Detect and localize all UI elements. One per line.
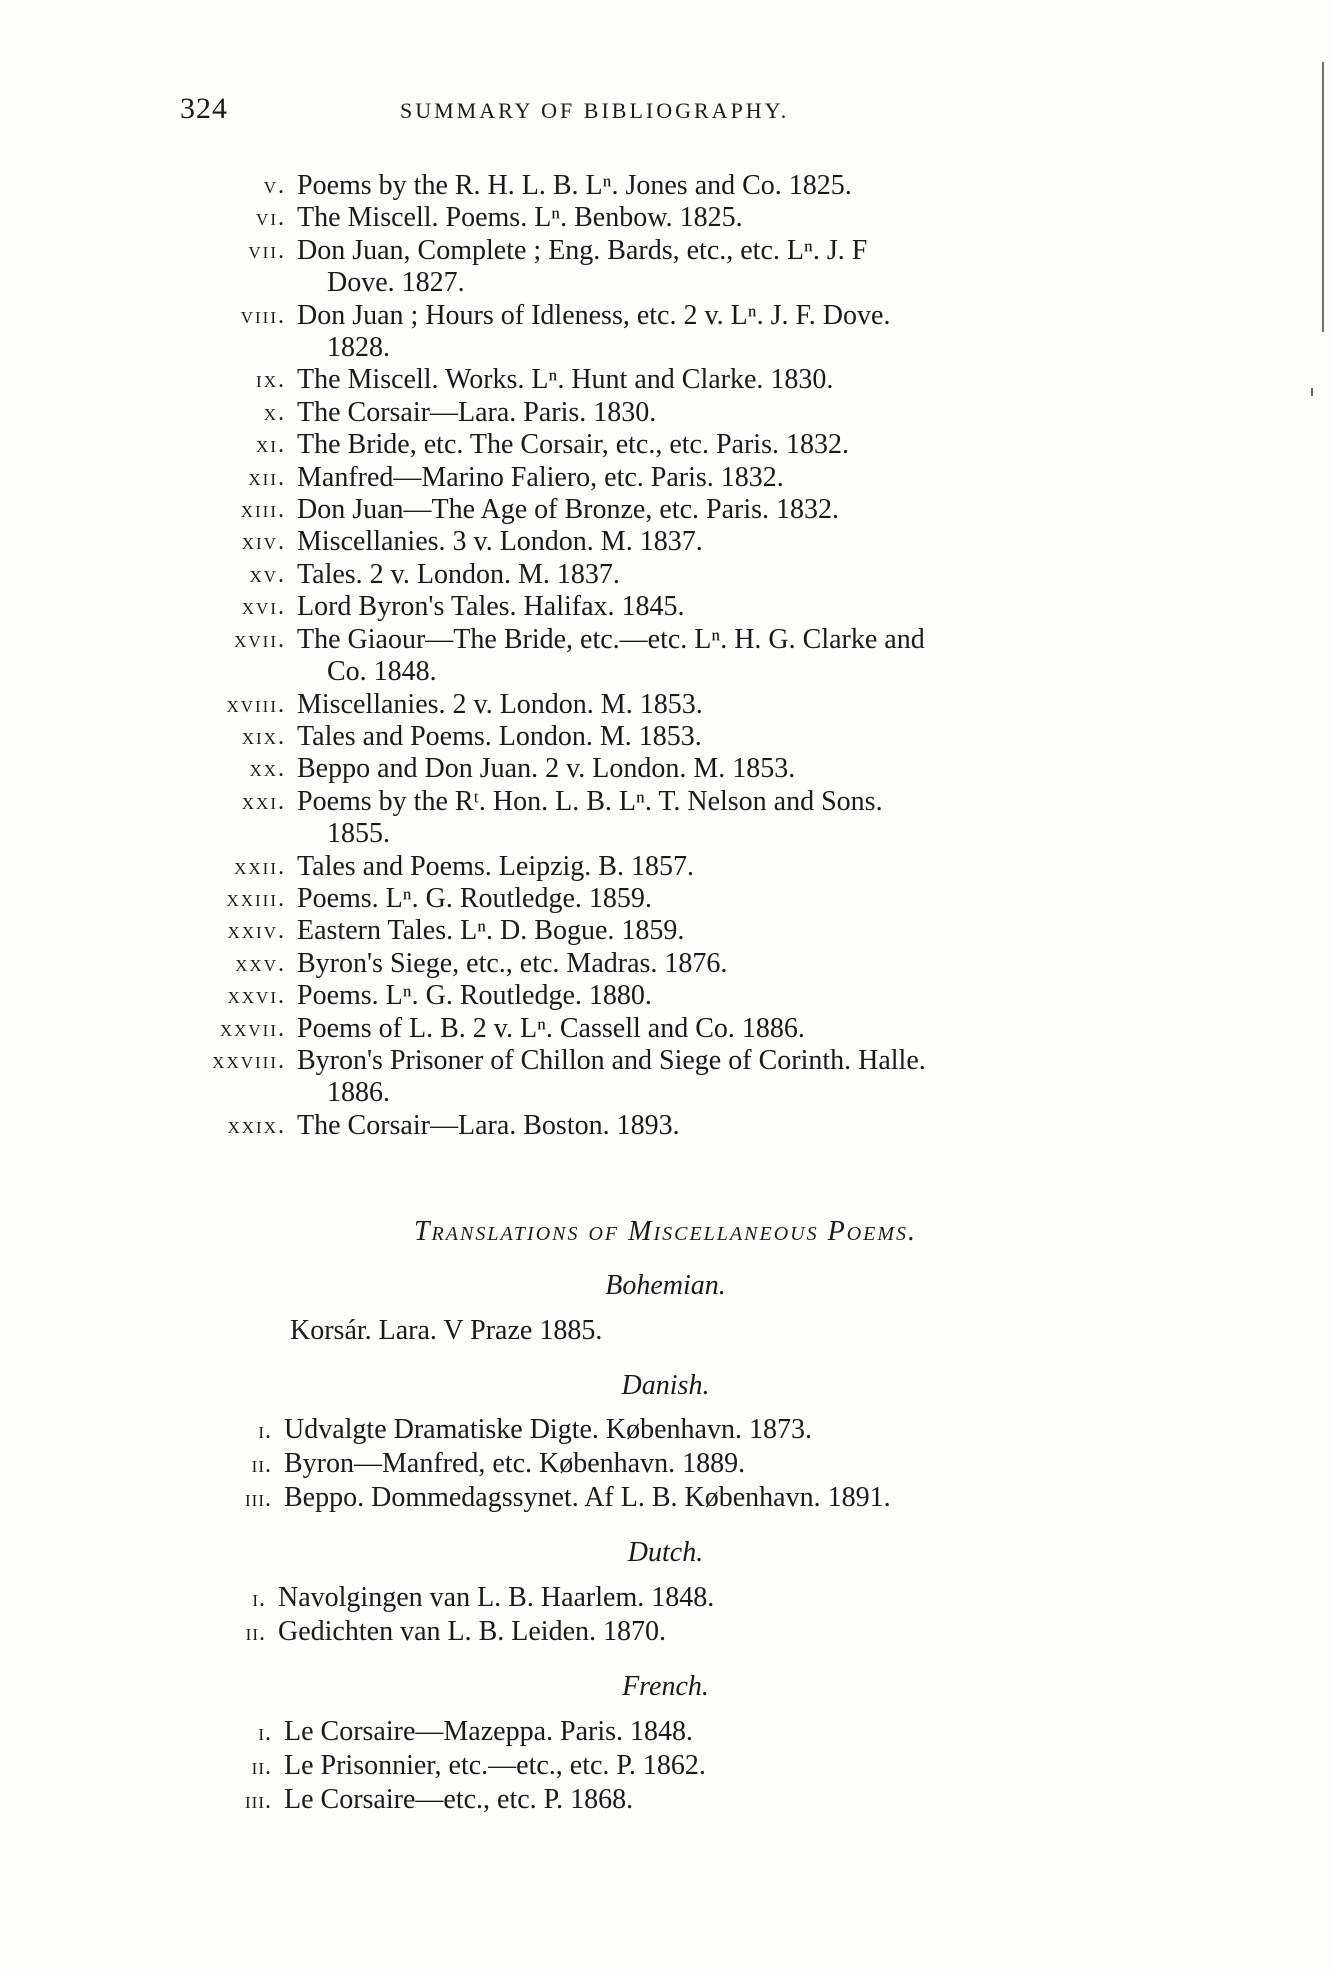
edition-text-block: [297, 526, 1137, 558]
edition-entry: [0, 753, 1331, 785]
edition-entry: [0, 526, 1331, 558]
page-header: [180, 92, 1160, 132]
section-title: Translations of Miscellaneous Poems.: [413, 1216, 918, 1247]
page-number: 324: [180, 92, 228, 125]
edition-text: The Miscell. Works. Lⁿ. Hunt and Clarke. 1830.: [297, 364, 834, 396]
edition-text-continuation: 1886.: [327, 1077, 390, 1109]
edition-text: The Giaour—The Bride, etc.—etc. Lⁿ. H. G. Clarke and: [297, 623, 925, 655]
edition-number: xiv.: [241, 529, 286, 556]
edition-entry: [0, 462, 1331, 494]
edition-text-continuation: 1828.: [327, 332, 390, 364]
edition-entry: [0, 559, 1331, 591]
edition-text: Manfred—Marino Faliero, etc. Paris. 1832.: [297, 461, 784, 493]
edition-text-block: [297, 462, 1137, 494]
edition-text: Tales and Poems. London. M. 1853.: [297, 720, 702, 752]
edition-text: Byron's Siege, etc., etc. Madras. 1876.: [297, 947, 728, 979]
edition-text: Poems. Lⁿ. G. Routledge. 1880.: [297, 980, 652, 1012]
edition-text-block: [297, 1013, 1137, 1045]
edition-number: xxvii.: [219, 1015, 286, 1042]
edition-number: xxiii.: [226, 885, 286, 912]
edition-text: Poems of L. B. 2 v. Lⁿ. Cassell and Co. 1886.: [297, 1012, 805, 1044]
edition-entry: [0, 851, 1331, 883]
edition-number: xviii.: [226, 691, 286, 718]
edition-entry: [0, 170, 1331, 202]
edition-text: Beppo and Don Juan. 2 v. London. M. 1853.: [297, 753, 796, 785]
dutch-item: [222, 1582, 714, 1614]
edition-number: xix.: [241, 723, 286, 750]
edition-number: xvi.: [241, 594, 286, 621]
edition-text-block: [297, 300, 1137, 365]
french-item: [228, 1716, 693, 1748]
item-number: i.: [258, 1418, 272, 1444]
dutch-item: [222, 1616, 666, 1648]
edition-entry: [0, 364, 1331, 396]
edition-entry: [0, 235, 1331, 300]
edition-text-block: [297, 397, 1137, 429]
edition-number: xxiv.: [227, 918, 286, 945]
edition-text: Poems by the R. H. L. B. Lⁿ. Jones and Co. 1825.: [297, 170, 852, 201]
edition-text: Poems by the Rᵗ. Hon. L. B. Lⁿ. T. Nelson and Sons.: [297, 785, 883, 817]
item-text: Beppo. Dommedagssynet. Af L. B. København. 1891.: [284, 1482, 891, 1513]
edition-entry: [0, 202, 1331, 234]
edition-text: Miscellanies. 3 v. London. M. 1837.: [297, 526, 703, 558]
item-text: Navolgingen van L. B. Haarlem. 1848.: [278, 1582, 715, 1613]
edition-number: xii.: [248, 464, 286, 491]
running-title: SUMMARY OF BIBLIOGRAPHY.: [400, 98, 790, 123]
edition-text-block: [297, 753, 1137, 785]
item-number: i.: [252, 1586, 266, 1612]
edition-number: xxi.: [241, 788, 286, 815]
edition-number: xxix.: [227, 1112, 286, 1139]
edition-text: Don Juan, Complete ; Eng. Bards, etc., etc. Lⁿ. J. F: [297, 234, 868, 266]
edition-text-block: [297, 980, 1137, 1012]
edition-text-block: [297, 689, 1137, 721]
edition-text: The Corsair—Lara. Paris. 1830.: [297, 396, 657, 428]
edition-entry: [0, 1110, 1331, 1142]
edition-text-block: [297, 883, 1137, 915]
edition-number: xiii.: [240, 497, 286, 524]
edition-text-block: [297, 591, 1137, 623]
edition-text: Don Juan—The Age of Bronze, etc. Paris. 1832.: [297, 494, 839, 526]
edition-text-block: [297, 235, 1137, 300]
edition-text-block: [297, 786, 1137, 851]
edition-text-block: [297, 364, 1137, 396]
edition-text-continuation: Co. 1848.: [327, 656, 437, 688]
edition-text: Lord Byron's Tales. Halifax. 1845.: [297, 591, 685, 623]
edition-text-block: [297, 429, 1137, 461]
heading-bohemian: Bohemian.: [605, 1270, 726, 1301]
edition-text: Don Juan ; Hours of Idleness, etc. 2 v. Lⁿ. J. F. Dove.: [297, 299, 891, 331]
heading-french: French.: [622, 1671, 709, 1702]
edition-entry: [0, 721, 1331, 753]
item-text: Le Corsaire—etc., etc. P. 1868.: [284, 1784, 634, 1815]
edition-number: v.: [263, 173, 286, 199]
item-number: iii.: [245, 1486, 272, 1512]
edition-text-continuation: 1855.: [327, 818, 390, 850]
edition-text: Byron's Prisoner of Chillon and Siege of Corinth. Halle.: [297, 1044, 926, 1076]
edition-text: The Miscell. Poems. Lⁿ. Benbow. 1825.: [297, 202, 743, 234]
edition-number: xxii.: [234, 853, 286, 880]
edition-text-block: [297, 170, 1137, 202]
edition-number: vii.: [248, 237, 286, 264]
item-text: Le Prisonnier, etc.—etc., etc. P. 1862.: [284, 1750, 706, 1781]
french-item: [228, 1784, 633, 1816]
edition-text-continuation: Dove. 1827.: [327, 267, 465, 299]
edition-entry: [0, 1013, 1331, 1045]
danish-item: [228, 1448, 745, 1480]
edition-number: vi.: [256, 205, 286, 232]
item-number: ii.: [251, 1754, 272, 1780]
edition-text-block: [297, 202, 1137, 234]
item-number: i.: [258, 1720, 272, 1746]
edition-entry: [0, 1045, 1331, 1110]
edition-text-block: [297, 721, 1137, 753]
edition-text: Poems. Lⁿ. G. Routledge. 1859.: [297, 882, 652, 914]
edition-text: Miscellanies. 2 v. London. M. 1853.: [297, 688, 703, 720]
heading-dutch: Dutch.: [627, 1537, 704, 1568]
edition-text: Eastern Tales. Lⁿ. D. Bogue. 1859.: [297, 915, 685, 947]
item-text: Le Corsaire—Mazeppa. Paris. 1848.: [284, 1716, 693, 1747]
edition-entry: [0, 915, 1331, 947]
edition-text-block: [297, 494, 1137, 526]
edition-text-block: [297, 851, 1137, 883]
edition-number: xxvi.: [227, 983, 286, 1010]
item-number: ii.: [245, 1620, 266, 1646]
edition-entry: [0, 429, 1331, 461]
edition-number: xx.: [249, 756, 286, 783]
edition-text-block: [297, 1110, 1137, 1142]
edition-text-block: [297, 948, 1137, 980]
edition-entry: [0, 786, 1331, 851]
edition-number: viii.: [240, 302, 286, 329]
item-number: ii.: [251, 1452, 272, 1478]
edition-number: xi.: [256, 432, 286, 459]
edition-text-block: [297, 1045, 1137, 1110]
edition-text: The Bride, etc. The Corsair, etc., etc. Paris. 1832.: [297, 429, 849, 461]
edition-entry: [0, 300, 1331, 365]
edition-text: Tales. 2 v. London. M. 1837.: [297, 558, 620, 590]
edition-text-block: [297, 559, 1137, 591]
edition-text-block: [297, 624, 1137, 689]
danish-item: [228, 1414, 812, 1446]
editions-list: [0, 170, 1331, 1142]
edition-entry: [0, 624, 1331, 689]
item-text: Byron—Manfred, etc. København. 1889.: [284, 1448, 746, 1479]
edition-entry: [0, 494, 1331, 526]
danish-item: [228, 1482, 891, 1514]
heading-danish: Danish.: [621, 1370, 710, 1401]
edition-number: xxv.: [235, 950, 286, 977]
edition-entry: [0, 883, 1331, 915]
edition-text: Tales and Poems. Leipzig. B. 1857.: [297, 850, 694, 882]
edition-entry: [0, 397, 1331, 429]
item-text: Udvalgte Dramatiske Digte. København. 1873.: [284, 1414, 812, 1445]
bohemian-line: Korsár. Lara. V Praze 1885.: [290, 1315, 603, 1346]
edition-number: xv.: [249, 561, 286, 588]
edition-text-block: [297, 915, 1137, 947]
edition-entry: [0, 591, 1331, 623]
edition-text: The Corsair—Lara. Boston. 1893.: [297, 1109, 680, 1141]
edition-number: x.: [263, 399, 286, 426]
edition-entry: [0, 689, 1331, 721]
item-text: Gedichten van L. B. Leiden. 1870.: [278, 1616, 667, 1647]
edition-number: ix.: [256, 367, 286, 394]
item-number: iii.: [245, 1788, 272, 1814]
edition-entry: [0, 948, 1331, 980]
french-item: [228, 1750, 706, 1782]
edition-entry: [0, 980, 1331, 1012]
edition-number: xxviii.: [212, 1047, 286, 1074]
edition-number: xvii.: [234, 626, 286, 653]
